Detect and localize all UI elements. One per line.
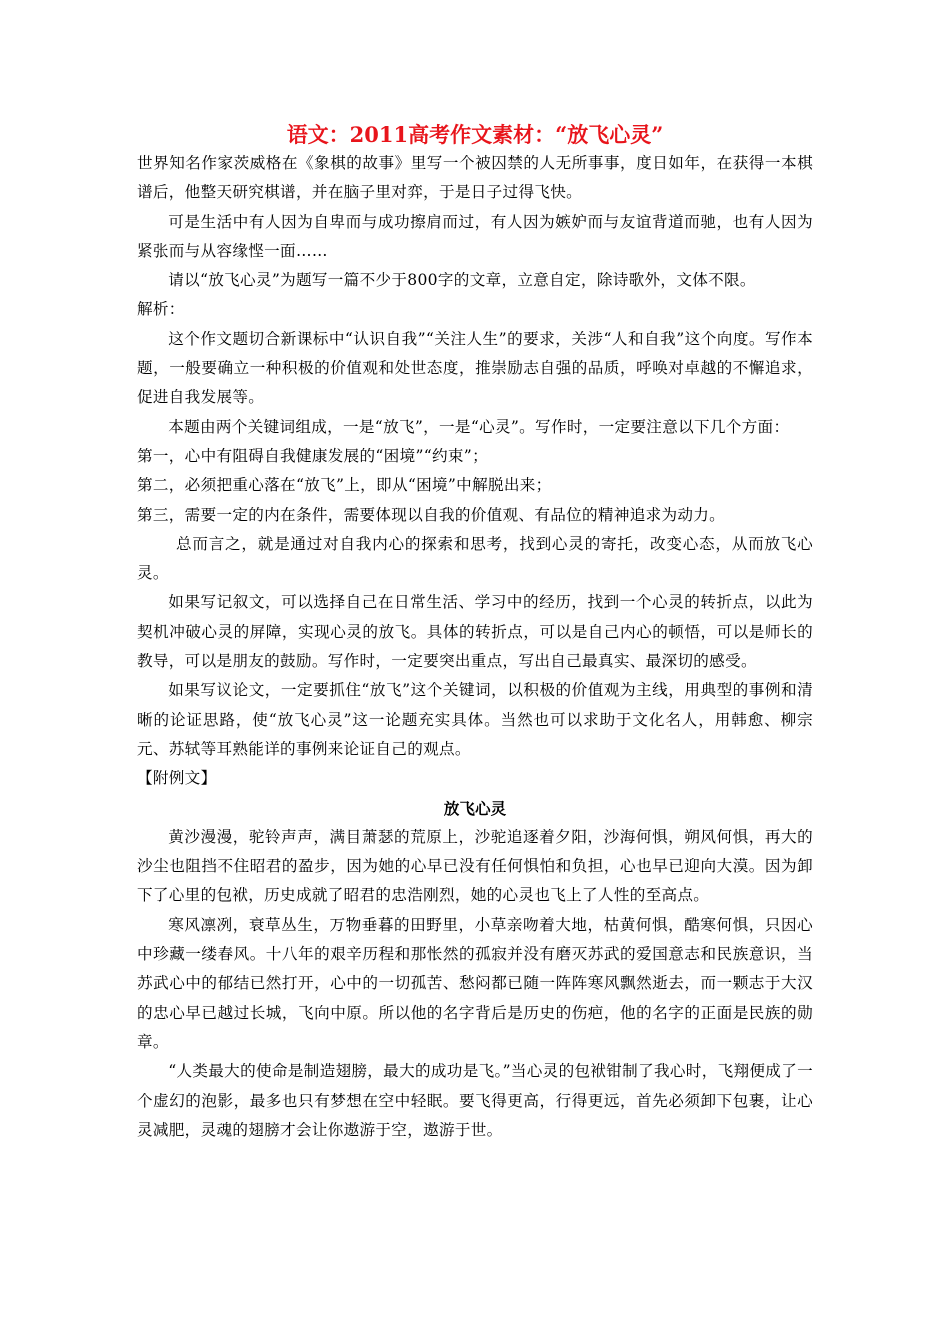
paragraph-narrative-advice: 如果写记叙文，可以选择自己在日常生活、学习中的经历，找到一个心灵的转折点，以此为契机冲破心灵的屏障，实现心灵的放飞。具体的转折点，可以是自己内心的顿悟，可以是师长的教导，可以是朋友的鼓励。写作时，一定要突出重点，写出自己最真实、最深切的感受。 (137, 593, 813, 671)
sample-essay-label: 【附例文】 (137, 769, 217, 788)
paragraph-prompt: 请以“放飞心灵”为题写一篇不少于800字的文章，立意自定，除诗歌外，文体不限。 (168, 271, 756, 290)
essay-title: 放飞心灵 (443, 798, 507, 818)
point-second: 第二，必须把重心落在“放飞”上，即从“困境”中解脱出来； (137, 476, 552, 495)
paragraph-intro: 世界知名作家茨威格在《象棋的故事》里写一个被囚禁的人无所事事，度日如年，在获得一本棋谱后，他整天研究棋谱，并在脑子里对弈，于是日子过得飞快。 (137, 154, 813, 202)
document-title: 语文：2011高考作文素材：“放飞心灵” (286, 122, 664, 147)
paragraph-keywords: 本题由两个关键词组成，一是“放飞”，一是“心灵”。写作时，一定要注意以下几个方面： (168, 417, 790, 436)
document-page (137, 121, 813, 1145)
point-first: 第一，心中有阻碍自我健康发展的“困境”“约束”； (137, 446, 488, 465)
analysis-label: 解析： (137, 300, 185, 319)
point-third: 第三，需要一定的内在条件，需要体现以自我的价值观、有品位的精神追求为动力。 (137, 505, 726, 524)
essay-paragraph-zhaojun: 黄沙漫漫，驼铃声声，满目萧瑟的荒原上，沙驼追逐着夕阳，沙海何惧，朔风何惧，再大的沙尘也阻挡不住昭君的盈步，因为她的心早已没有任何惧怕和负担，心也早已迎向大漠。因为卸下了心里的包袱，历史成就了昭君的忠浩刚烈，她的心灵也飞上了人性的至高点。 (137, 827, 813, 905)
paragraph-contrast: 可是生活中有人因为自卑而与成功擦肩而过，有人因为嫉妒而与友谊背道而驰，也有人因为紧张而与从容缘悭一面…… (137, 212, 813, 260)
essay-paragraph-wings: “人类最大的使命是制造翅膀，最大的成功是飞。”当心灵的包袱钳制了我心时，飞翔便成了一个虚幻的泡影，最多也只有梦想在空中轻眠。要飞得更高，行得更远，首先必须卸下包裹，让心灵减肥，灵魂的翅膀才会让你遨游于空，遨游于世。 (137, 1062, 813, 1139)
essay-paragraph-suwu: 寒风凛冽，衰草丛生，万物垂暮的田野里，小草亲吻着大地，枯黄何惧，酷寒何惧，只因心中珍藏一缕春风。十八年的艰辛历程和那怅然的孤寂并没有磨灭苏武的爱国意志和民族意识，当苏武心中的郁结已然打开，心中的一切孤苦、愁闷都已随一阵阵寒风飘然逝去，而一颗志于大汉的忠心早已越过长城，飞向中原。所以他的名字背后是历史的伤疤，他的名字的正面是民族的勋章。 (137, 915, 813, 1051)
paragraph-argument-advice: 如果写议论文，一定要抓住“放飞”这个关键词，以积极的价值观为主线，用典型的事例和清晰的论证思路，使“放飞心灵”这一论题充实具体。当然也可以求助于文化名人，用韩愈、柳宗元、苏轼等耳熟能详的事例来论证自己的观点。 (137, 681, 813, 758)
paragraph-summary: 总而言之，就是通过对自我内心的探索和思考，找到心灵的寄托，改变心态，从而放飞心灵。 (137, 534, 813, 583)
paragraph-analysis: 这个作文题切合新课标中“认识自我”“关注人生”的要求，关涉“人和自我”这个向度。写作本题，一般要确立一种积极的价值观和处世态度，推崇励志自强的品质，呼唤对卓越的不懈追求，促进自我发展等。 (137, 329, 813, 407)
